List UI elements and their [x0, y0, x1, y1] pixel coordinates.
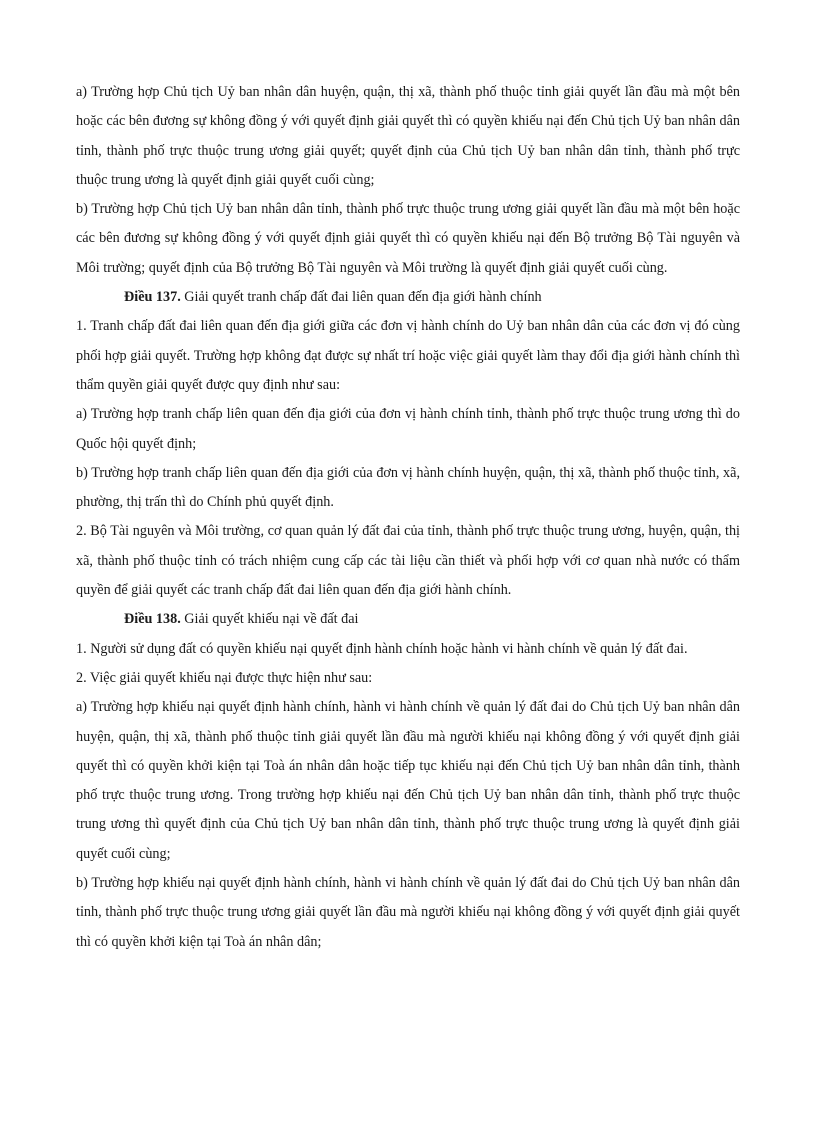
paragraph-137-5b: b) Trường hợp Chủ tịch Uỷ ban nhân dân tỉnh, thành phố trực thuộc trung ương giải quyết lần đầu mà một bên hoặc các bên đương sự không đồng ý với quyết định giải quyết thì có quyền khiếu nại đến Bộ trưởng Bộ Tài nguyên và Môi trường; quyết định của Bộ trưởng Bộ Tài nguyên và Môi trường là quyết định giải quyết cuối cùng. — [76, 201, 740, 276]
paragraph-137-1a: a) Trường hợp tranh chấp liên quan đến địa giới của đơn vị hành chính tỉnh, thành phố trực thuộc trung ương thì do Quốc hội quyết định; — [76, 406, 740, 452]
article-title: Giải quyết khiếu nại về đất đai — [180, 611, 359, 628]
article-number: Điều 138. — [124, 611, 181, 628]
article-title: Giải quyết tranh chấp đất đai liên quan đến địa giới hành chính — [180, 289, 542, 306]
paragraph-137-5a: a) Trường hợp Chủ tịch Uỷ ban nhân dân huyện, quận, thị xã, thành phố thuộc tỉnh giải quyết lần đầu mà một bên hoặc các bên đương sự không đồng ý với quyết định giải quyết thì có quyền khiếu nại đến Chủ tịch Uỷ ban nhân dân tỉnh, thành phố trực thuộc trung ương giải quyết; quyết định của Chủ tịch Uỷ ban nhân dân tỉnh, thành phố trực thuộc trung ương là quyết định giải quyết cuối cùng; — [76, 84, 740, 188]
document-page — [76, 78, 740, 957]
paragraph-138-2b: b) Trường hợp khiếu nại quyết định hành chính, hành vi hành chính về quản lý đất đai do Chủ tịch Uỷ ban nhân dân tỉnh, thành phố trực thuộc trung ương giải quyết lần đầu mà người khiếu nại không đồng ý với quyết định giải quyết thì có quyền khởi kiện tại Toà án nhân dân; — [76, 875, 740, 950]
paragraph-137-1b: b) Trường hợp tranh chấp liên quan đến địa giới của đơn vị hành chính huyện, quận, thị xã, thành phố thuộc tỉnh, xã, phường, thị trấn thì do Chính phủ quyết định. — [76, 464, 740, 511]
paragraph-137-2: 2. Bộ Tài nguyên và Môi trường, cơ quan quản lý đất đai của tỉnh, thành phố trực thuộc trung ương, huyện, quận, thị xã, thành phố thuộc tỉnh có trách nhiệm cung cấp các tài liệu cần thiết và phối hợp với cơ quan nhà nước có thẩm quyền để giải quyết các tranh chấp đất đai liên quan đến địa giới hành chính. — [76, 523, 740, 599]
paragraph-138-2: 2. Việc giải quyết khiếu nại được thực hiện như sau: — [76, 669, 373, 686]
article-number: Điều 137. — [124, 289, 181, 306]
paragraph-138-2a: a) Trường hợp khiếu nại quyết định hành chính, hành vi hành chính về quản lý đất đai do Chủ tịch Uỷ ban nhân dân huyện, quận, thị xã, thành phố thuộc tỉnh giải quyết lần đầu mà người khiếu nại không đồng ý với quyết định giải quyết thì có quyền khởi kiện tại Toà án nhân dân hoặc tiếp tục khiếu nại đến Chủ tịch Uỷ ban nhân dân tỉnh, thành phố trực thuộc trung ương. Trong trường hợp khiếu nại đến Chủ tịch Uỷ ban nhân dân tỉnh, thành phố trực thuộc trung ương thì quyết định của Chủ tịch Uỷ ban nhân dân tỉnh, thành phố trực thuộc trung ương là quyết định giải quyết cuối cùng; — [76, 699, 740, 862]
paragraph-138-1: 1. Người sử dụng đất có quyền khiếu nại quyết định hành chính hoặc hành vi hành chính về quản lý đất đai. — [76, 640, 688, 657]
article-137-heading — [76, 283, 740, 312]
paragraph-137-1: 1. Tranh chấp đất đai liên quan đến địa giới giữa các đơn vị hành chính do Uỷ ban nhân dân của các đơn vị đó cùng phối hợp giải quyết. Trường hợp không đạt được sự nhất trí hoặc việc giải quyết làm thay đổi địa giới hành chính thì thẩm quyền giải quyết được quy định như sau: — [76, 318, 740, 393]
article-138-heading — [76, 605, 740, 634]
